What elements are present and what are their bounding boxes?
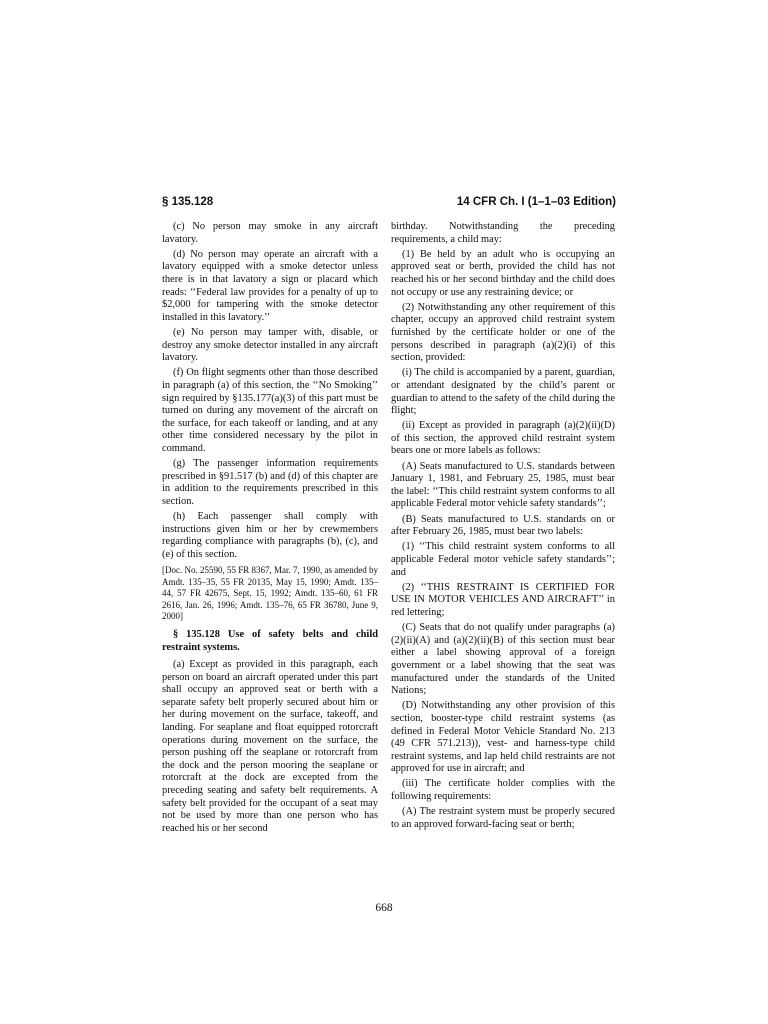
- paragraph: (i) The child is accompanied by a parent, guardian, or attendant designated by the child’s parent or guardian to attend to the safety of the child during the flight;: [391, 367, 615, 417]
- paragraph: (ii) Except as provided in paragraph (a)(2)(ii)(D) of this section, the approved child restraint system bears one or more labels as follows:: [391, 420, 615, 457]
- paragraph: (h) Each passenger shall comply with instructions given him or her by crewmembers regarding compliance with paragraphs (b), (c), and (e) of this section.: [162, 511, 378, 560]
- paragraph: (g) The passenger information requirements prescribed in §91.517 (b) and (d) of this chapter are in addition to the requirements prescribed in this section.: [162, 458, 378, 507]
- paragraph: birthday. Notwithstanding the preceding requirements, a child may:: [391, 221, 615, 245]
- header-section-number: § 135.128: [162, 196, 214, 208]
- paragraph: (iii) The certificate holder complies with the following requirements:: [391, 778, 615, 803]
- paragraph: (A) Seats manufactured to U.S. standards between January 1, 1981, and February 25, 1985, must bear the label: ‘‘This child restraint system conforms to all applicable Federal motor vehicle safety standards’’;: [391, 460, 615, 510]
- paragraph: (e) No person may tamper with, disable, or destroy any smoke detector installed in any aircraft lavatory.: [162, 326, 378, 364]
- paragraph: (C) Seats that do not qualify under paragraphs (a)(2)(ii)(A) and (a)(2)(ii)(B) of this section must bear either a label showing approval of a foreign government or a label showing that the seat was manufactured under the standards of the United Nations;: [391, 622, 615, 697]
- paragraph: (2) ‘‘THIS RESTRAINT IS CERTIFIED FOR USE IN MOTOR VEHICLES AND AIRCRAFT’’ in red lettering;: [391, 581, 615, 618]
- paragraph: (1) Be held by an adult who is occupying an approved seat or berth, provided the child has not reached his or her second birthday and the child does not occupy or use any restraining device; or: [391, 248, 615, 298]
- right-column: [391, 221, 615, 834]
- paragraph: (c) No person may smoke in any aircraft lavatory.: [162, 221, 378, 245]
- paragraph: (A) The restraint system must be properly secured to an approved forward-facing seat or berth;: [391, 806, 615, 830]
- left-column: [162, 221, 378, 838]
- paragraph: (f) On flight segments other than those described in paragraph (a) of this section, the ‘‘No Smoking’’ sign required by §135.177(a)(3) of this part must be turned on during any movement of the aircraft on the surface, for each takeoff or landing, and at any other time considered necessary by the pilot in command.: [162, 367, 378, 454]
- paragraph: (1) ‘‘This child restraint system conforms to all applicable Federal motor vehicle safety standards’’; and: [391, 541, 615, 578]
- paragraph: (d) No person may operate an aircraft with a lavatory equipped with a smoke detector unless there is in that lavatory a sign or placard which reads: ‘‘Federal law provides for a penalty of up to $2,000 for tampering with the smoke detector installed in this lavatory.’’: [162, 248, 378, 323]
- section-heading: § 135.128 Use of safety belts and child restraint systems.: [162, 628, 378, 653]
- source-citation: [Doc. No. 25590, 55 FR 8367, Mar. 7, 1990, as amended by Amdt. 135–35, 55 FR 20135, May 15, 1990; Amdt. 135–44, 57 FR 42675, Sept. 15, 1992; Amdt. 135–60, 61 FR 2616, Jan. 26, 1996; Amdt. 135–76, 65 FR 36780, June 9, 2000]: [162, 565, 378, 622]
- paragraph: (a) Except as provided in this paragraph, each person on board an aircraft operated under this part shall occupy an approved seat or berth with a separate safety belt properly secured about him or her during movement on the surface, takeoff, and landing. For seaplane and float equipped rotorcraft operations during movement on the surface, the person pushing off the seaplane or rotorcraft from the dock and the person mooring the seaplane or rotorcraft at the dock are excepted from the preceding seating and safety belt requirements. A safety belt provided for the occupant of a seat may not be used by more than one person who has reached his or her second: [162, 659, 378, 834]
- paragraph: (2) Notwithstanding any other requirement of this chapter, occupy an approved child restraint system furnished by the certificate holder or one of the persons described in paragraph (a)(2)(i) of this section, provided:: [391, 301, 615, 364]
- page-number: 668: [375, 902, 393, 914]
- paragraph: (D) Notwithstanding any other provision of this section, booster-type child restraint systems (as defined in Federal Motor Vehicle Standard No. 213 (49 CFR 571.213)), vest- and harness-type child restraint systems, and lap held child restraints are not approved for use in aircraft; and: [391, 700, 615, 775]
- paragraph: (B) Seats manufactured to U.S. standards on or after February 26, 1985, must bear two labels:: [391, 513, 615, 538]
- header-edition-title: 14 CFR Ch. I (1–1–03 Edition): [456, 196, 616, 208]
